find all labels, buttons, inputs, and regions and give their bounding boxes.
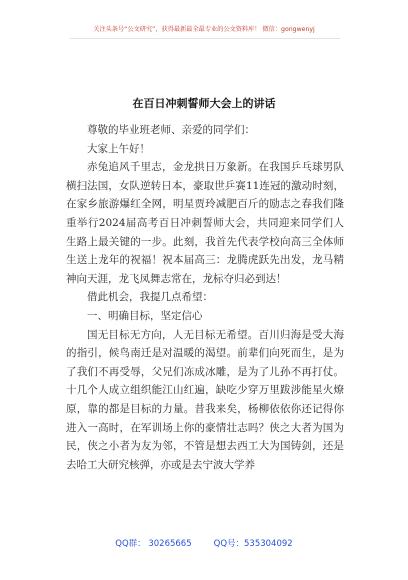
- section-paragraph: 国无目标无方向，人无目标无希望。百川归海是受大海的指引，候鸟南迁是对温暖的渴望。前辈们向死而生，是为了我们不再受辱，父兄们冻成冰雕，是为了儿孙不再打仗。十几个人成立组织能江山红遍，缺吃少穿万里跋涉能星火燎原，靠的都是目标的力量。昔我来矣，杨柳依依你还记得你进入一高时，在军训场上你的豪情壮志吗？侠之大者为国为民，侠之小者为友为邻，不管是想去西工大为国铸剑，还是去哈工大研究核弹，亦或是去宁波大学养: [66, 328, 344, 471]
- header-notice: 关注头条号“公文研究”，获得最新最全最专业的公文资料库！ 微信：gongwenyj: [93, 26, 315, 33]
- header-divider: [70, 38, 340, 39]
- salutation-paragraph: 尊敬的毕业班老师、亲爱的同学们：: [87, 124, 255, 136]
- section-heading: 一、明确目标，坚定信心: [87, 309, 203, 322]
- qq-group: QQ群： 30265665: [115, 539, 192, 549]
- greeting-paragraph: 大家上午好！: [87, 142, 150, 155]
- qq-number: QQ号：535304092: [213, 539, 293, 549]
- transition-paragraph: 借此机会，我提几点希望：: [87, 291, 213, 304]
- opening-paragraph: 赤兔追风千里志，金龙拱日万象新。在我国乒乓球男队横扫法国，女队逆转日本，豪取世乒赛11连冠的激动时刻，在家乡旅游爆红全网，明星贾玲减肥百斤的励志之春我们隆重举行2024届高考百日冲刺誓师大会，共同迎来同学们人生路上最关键的一步。此刻，我首先代表学校向高三全体师生送上龙年的祝福！祝本届高三：龙腾虎跃先出发，龙马精神向天涯，龙飞凤舞志常在，龙标夺归必到达！: [66, 161, 344, 285]
- document-title: 在百日冲刺誓师大会上的讲话: [132, 97, 276, 110]
- footer-contact: [0, 537, 408, 549]
- document-body: [66, 121, 344, 474]
